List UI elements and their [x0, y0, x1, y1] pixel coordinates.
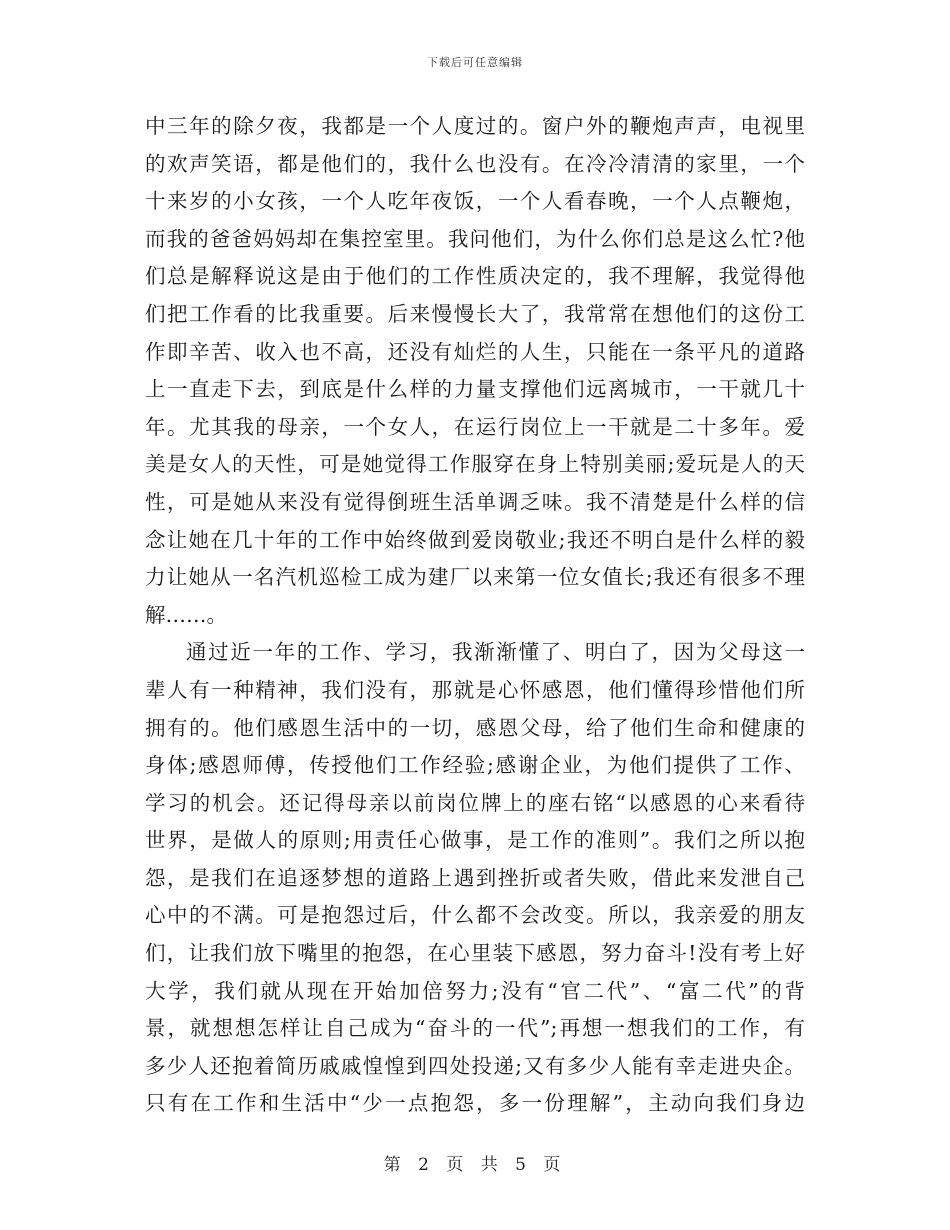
text-line: 怨，是我们在追逐梦想的道路上遇到挫折或者失败，借此来发泄自己: [145, 865, 805, 890]
text-line: 们把工作看的比我重要。后来慢慢长大了，我常常在想他们的这份工: [145, 301, 805, 326]
paragraph: [145, 108, 805, 634]
text-line: 性，可是她从来没有觉得倒班生活单调乏味。我不清楚是什么样的信: [145, 489, 805, 514]
text-line: 年。尤其我的母亲，一个女人，在运行岗位上一干就是二十多年。爱: [145, 414, 805, 439]
text-line: 只有在工作和生活中“少一点抱怨，多一份理解”，主动向我们身边: [145, 1091, 805, 1116]
text-line: 多少人还抱着简历戚戚惶惶到四处投递;又有多少人能有幸走进央企。: [145, 1053, 805, 1078]
text-line: 美是女人的天性，可是她觉得工作服穿在身上特别美丽;爱玩是人的天: [145, 452, 805, 477]
text-line: 的欢声笑语，都是他们的，我什么也没有。在冷冷清清的家里，一个: [145, 151, 805, 176]
text-line: 念让她在几十年的工作中始终做到爱岗敬业;我还不明白是什么样的毅: [145, 527, 805, 552]
text-line: 十来岁的小女孩，一个人吃年夜饭，一个人看春晚，一个人点鞭炮，: [145, 189, 805, 214]
text-line: 身体;感恩师傅，传授他们工作经验;感谢企业，为他们提供了工作、: [145, 753, 805, 778]
text-line: 拥有的。他们感恩生活中的一切，感恩父母，给了他们生命和健康的: [145, 715, 805, 740]
text-line: 力让她从一名汽机巡检工成为建厂以来第一位女值长;我还有很多不理: [145, 565, 805, 590]
text-line: 通过近一年的工作、学习，我渐渐懂了、明白了，因为父母这一: [186, 640, 805, 665]
text-line: 而我的爸爸妈妈却在集控室里。我问他们，为什么你们总是这么忙?他: [145, 226, 805, 251]
text-line: 辈人有一种精神，我们没有，那就是心怀感恩，他们懂得珍惜他们所: [145, 677, 805, 702]
document-body: [145, 108, 805, 1123]
text-line: 中三年的除夕夜，我都是一个人度过的。窗户外的鞭炮声声，电视里: [145, 114, 805, 138]
text-line: 大学，我们就从现在开始加倍努力;没有“官二代”、“富二代”的背: [145, 978, 805, 1003]
text-line: 们总是解释说这是由于他们的工作性质决定的，我不理解，我觉得他: [145, 264, 805, 289]
text-line: 解……。: [145, 602, 227, 627]
text-line: 学习的机会。还记得母亲以前岗位牌上的座右铭“以感恩的心来看待: [145, 790, 805, 815]
text-line: 景，就想想怎样让自己成为“奋斗的一代”;再想一想我们的工作，有: [145, 1016, 805, 1041]
paragraph: [145, 634, 805, 1123]
text-line: 上一直走下去，到底是什么样的力量支撑他们远离城市，一干就几十: [145, 377, 805, 402]
page-number: 第 2 页 共 5 页: [383, 1155, 567, 1175]
text-line: 作即辛苦、收入也不高，还没有灿烂的人生，只能在一条平凡的道路: [145, 339, 805, 364]
text-line: 世界，是做人的原则;用责任心做事，是工作的准则”。我们之所以抱: [145, 828, 805, 853]
text-line: 心中的不满。可是抱怨过后，什么都不会改变。所以，我亲爱的朋友: [145, 903, 805, 928]
text-line: 们，让我们放下嘴里的抱怨，在心里装下感恩，努力奋斗!没有考上好: [145, 941, 805, 966]
page-header: 下载后可任意编辑: [427, 56, 523, 69]
